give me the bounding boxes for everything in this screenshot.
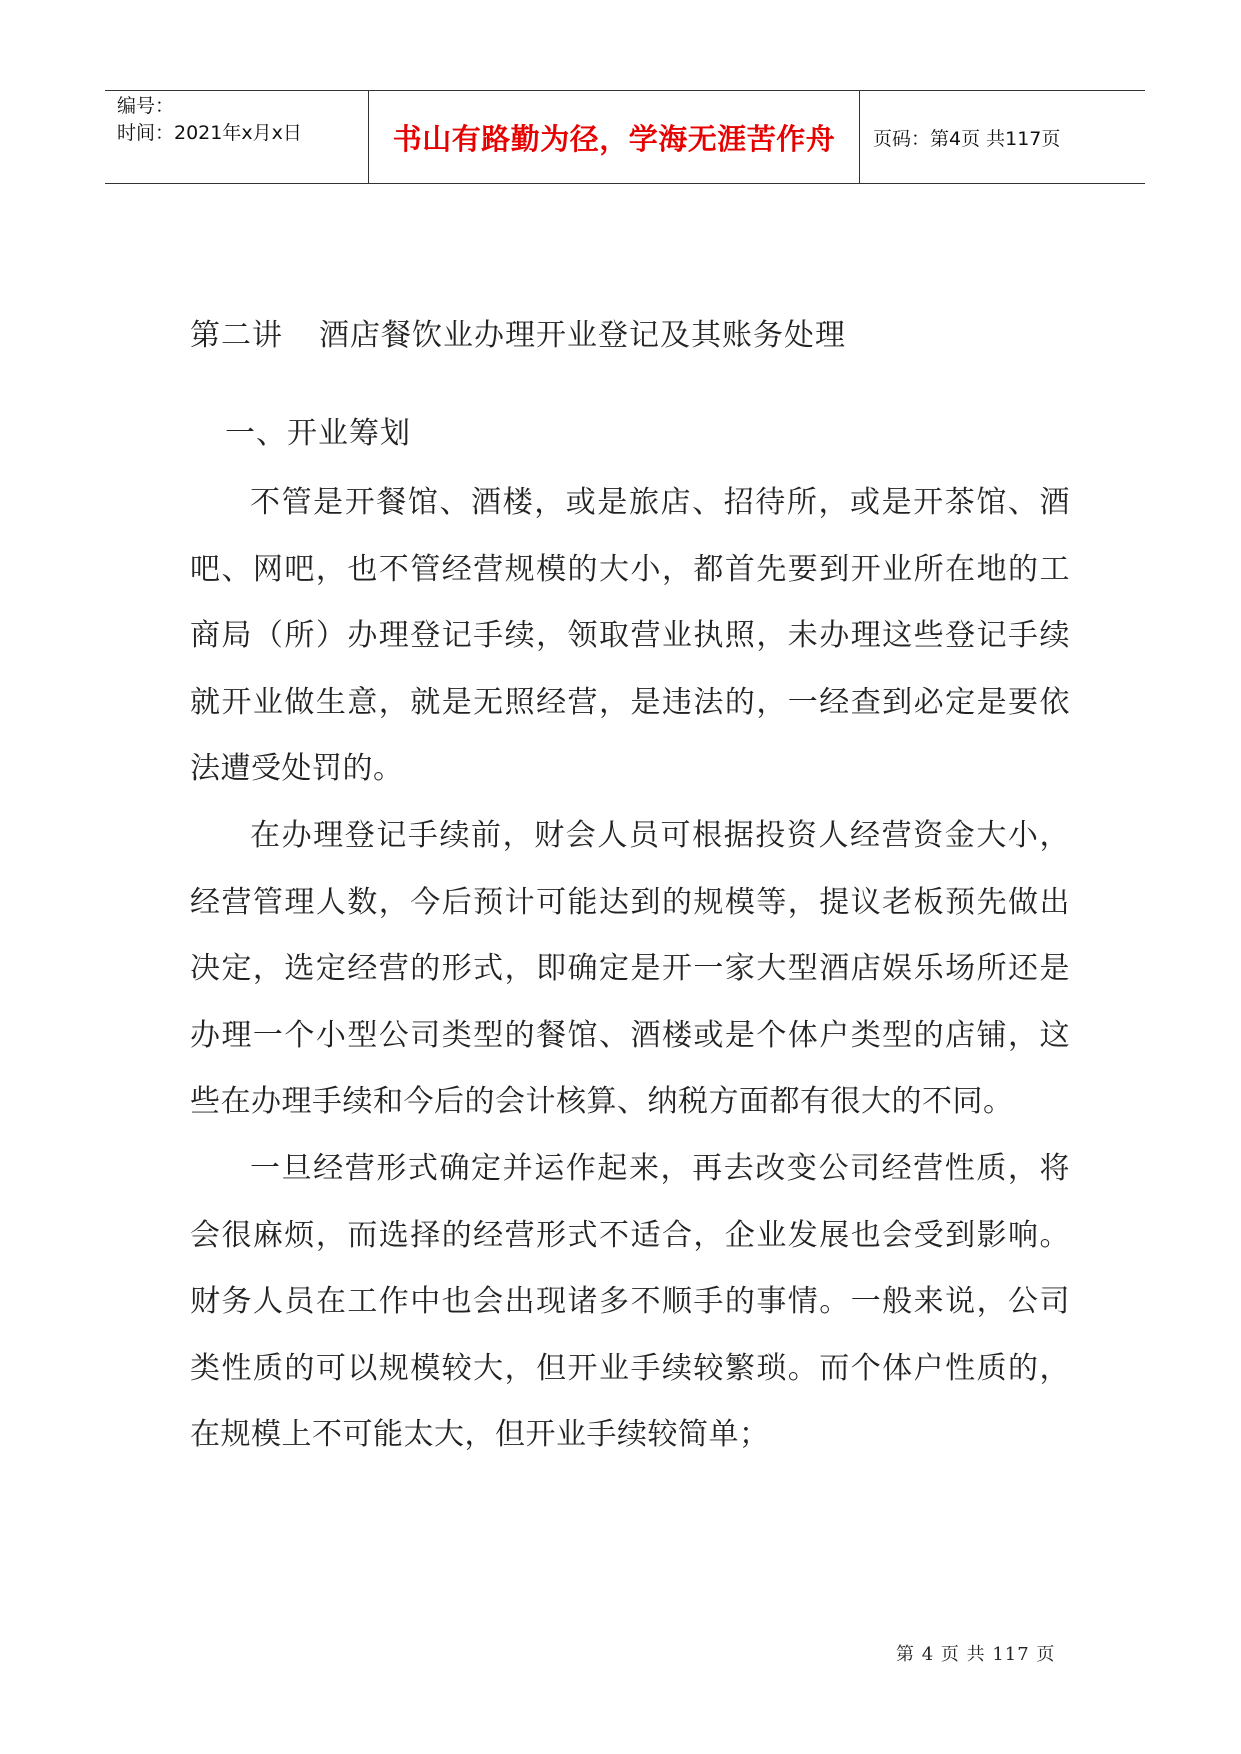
lecture-number: 第二讲 <box>190 318 283 353</box>
page-footer: 第 4 页 共 117 页 <box>896 1644 1056 1665</box>
header-meta <box>117 93 302 147</box>
document-time-label: 时间：2021年x月x日 <box>117 122 302 144</box>
header-page-info: 页码：第4页 共117页 <box>873 127 1061 150</box>
header-divider <box>859 91 860 183</box>
lecture-title: 酒店餐饮业办理开业登记及其账务处理 <box>319 318 846 353</box>
paragraph: 不管是开餐馆、酒楼，或是旅店、招待所，或是开茶馆、酒吧、网吧，也不管经营规模的大小，都首先要到开业所在地的工商局（所）办理登记手续，领取营业执照，未办理这些登记手续就开业做生意，就是无照经营，是违法的，一经查到必定是要依法遭受处罚的。 <box>190 485 1070 787</box>
header-motto: 书山有路勤为径，学海无涯苦作舟 <box>392 121 836 156</box>
section-heading: 一、开业筹划 <box>225 416 411 451</box>
paragraph: 在办理登记手续前，财会人员可根据投资人经营资金大小，经营管理人数，今后预计可能达到的规模等，提议老板预先做出决定，选定经营的形式，即确定是开一家大型酒店娱乐场所还是办理一个小型公司类型的餐馆、酒楼或是个体户类型的店铺，这些在办理手续和今后的会计核算、纳税方面都有很大的不同。 <box>190 817 1070 1120</box>
paragraph: 一旦经营形式确定并运作起来，再去改变公司经营性质，将会很麻烦，而选择的经营形式不适合，企业发展也会受到影响。财务人员在工作中也会出现诸多不顺手的事情。一般来说，公司类性质的可以规模较大，但开业手续较繁琐。而个体户性质的，在规模上不可能太大，但开业手续较简单； <box>190 1150 1070 1453</box>
paragraphs <box>190 470 1070 1469</box>
lecture-heading <box>190 310 846 354</box>
document-header <box>105 90 1145 184</box>
document-number-label: 编号： <box>117 95 175 117</box>
